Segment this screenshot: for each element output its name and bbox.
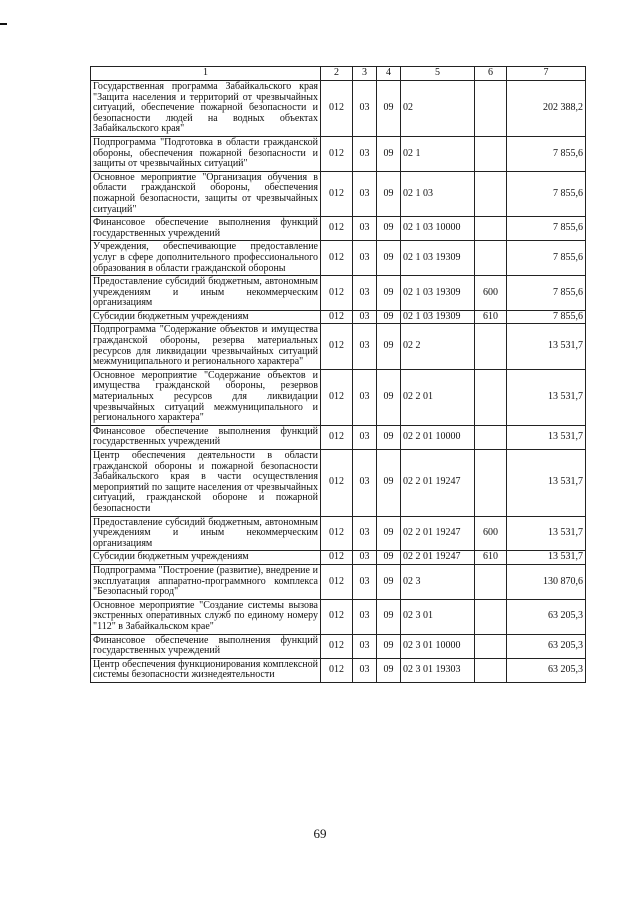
target-article-cell: 02 2 01 19247 [401, 551, 475, 565]
row-name-cell: Учреждения, обеспечивающие предоставление услуг в сфере дополнительного профессионального образования в области гражданской обороны [91, 241, 321, 276]
table-row [91, 516, 586, 551]
section-code-cell: 03 [353, 450, 377, 517]
table-row [91, 599, 586, 634]
target-article-cell: 02 1 03 10000 [401, 217, 475, 241]
header-col-2: 2 [321, 67, 353, 81]
header-col-5: 5 [401, 67, 475, 81]
header-col-3: 3 [353, 67, 377, 81]
expense-type-cell [475, 599, 507, 634]
header-col-6: 6 [475, 67, 507, 81]
target-article-cell: 02 3 01 [401, 599, 475, 634]
header-col-4: 4 [377, 67, 401, 81]
target-article-cell: 02 2 01 [401, 369, 475, 425]
subsection-code-cell: 09 [377, 516, 401, 551]
ministry-code-cell: 012 [321, 634, 353, 658]
table-row [91, 369, 586, 425]
expense-type-cell [475, 136, 507, 171]
amount-cell: 13 531,7 [507, 324, 586, 369]
subsection-code-cell: 09 [377, 241, 401, 276]
table-row [91, 217, 586, 241]
ministry-code-cell: 012 [321, 81, 353, 137]
row-name-cell: Предоставление субсидий бюджетным, автономным учреждениям и иным некоммерческим организациям [91, 516, 321, 551]
ministry-code-cell: 012 [321, 171, 353, 216]
ministry-code-cell: 012 [321, 369, 353, 425]
section-code-cell: 03 [353, 599, 377, 634]
target-article-cell: 02 1 03 19309 [401, 310, 475, 324]
row-name-cell: Основное мероприятие "Содержание объектов и имущества гражданской обороны, резервов материальных ресурсов для ликвидации чрезвычайных ситуаций межмуниципального и регионального характера" [91, 369, 321, 425]
table-row [91, 276, 586, 311]
target-article-cell: 02 1 [401, 136, 475, 171]
subsection-code-cell: 09 [377, 450, 401, 517]
ministry-code-cell: 012 [321, 310, 353, 324]
expense-type-cell [475, 564, 507, 599]
ministry-code-cell: 012 [321, 551, 353, 565]
row-name-cell: Основное мероприятие "Организация обучения в области гражданской обороны, обеспечения пожарной безопасности, защиты от чрезвычайных ситуаций" [91, 171, 321, 216]
target-article-cell: 02 1 03 19309 [401, 241, 475, 276]
subsection-code-cell: 09 [377, 276, 401, 311]
subsection-code-cell: 09 [377, 136, 401, 171]
subsection-code-cell: 09 [377, 324, 401, 369]
row-name-cell: Финансовое обеспечение выполнения функций государственных учреждений [91, 425, 321, 449]
table-row [91, 425, 586, 449]
ministry-code-cell: 012 [321, 516, 353, 551]
table-header-row [91, 67, 586, 81]
expense-type-cell [475, 324, 507, 369]
section-code-cell: 03 [353, 658, 377, 682]
table-row [91, 324, 586, 369]
section-code-cell: 03 [353, 136, 377, 171]
target-article-cell: 02 3 [401, 564, 475, 599]
row-name-cell: Основное мероприятие "Создание системы вызова экстренных оперативных служб по единому номеру "112" в Забайкальском крае" [91, 599, 321, 634]
row-name-cell: Субсидии бюджетным учреждениям [91, 310, 321, 324]
subsection-code-cell: 09 [377, 369, 401, 425]
amount-cell: 63 205,3 [507, 658, 586, 682]
expense-type-cell [475, 658, 507, 682]
target-article-cell: 02 1 03 [401, 171, 475, 216]
header-col-1: 1 [91, 67, 321, 81]
row-name-cell: Подпрограмма "Подготовка в области гражданской обороны, обеспечения пожарной безопасности и защиты от чрезвычайных ситуаций" [91, 136, 321, 171]
row-name-cell: Подпрограмма "Содержание объектов и имущества гражданской обороны, резерва материальных ресурсов для ликвидации чрезвычайных ситуаций межмуниципального и регионального характера" [91, 324, 321, 369]
amount-cell: 13 531,7 [507, 551, 586, 565]
ministry-code-cell: 012 [321, 276, 353, 311]
table-row [91, 450, 586, 517]
section-code-cell: 03 [353, 551, 377, 565]
page-number: 69 [313, 826, 327, 841]
row-name-cell: Подпрограмма "Построение (развитие), внедрение и эксплуатация аппаратно-программного комплекса "Безопасный город" [91, 564, 321, 599]
section-code-cell: 03 [353, 634, 377, 658]
section-code-cell: 03 [353, 425, 377, 449]
expense-type-cell: 610 [475, 551, 507, 565]
ministry-code-cell: 012 [321, 217, 353, 241]
section-code-cell: 03 [353, 516, 377, 551]
subsection-code-cell: 09 [377, 634, 401, 658]
ministry-code-cell: 012 [321, 599, 353, 634]
amount-cell: 7 855,6 [507, 276, 586, 311]
amount-cell: 7 855,6 [507, 136, 586, 171]
amount-cell: 7 855,6 [507, 310, 586, 324]
expense-type-cell [475, 241, 507, 276]
subsection-code-cell: 09 [377, 217, 401, 241]
target-article-cell: 02 2 01 10000 [401, 425, 475, 449]
section-code-cell: 03 [353, 81, 377, 137]
section-code-cell: 03 [353, 369, 377, 425]
row-name-cell: Центр обеспечения деятельности в области гражданской обороны и пожарной безопасности Забайкальского края в части осуществления мероприятий по защите населения от чрезвычайных ситуаций, гражданской обороне и пожарной безопасности [91, 450, 321, 517]
subsection-code-cell: 09 [377, 564, 401, 599]
target-article-cell: 02 2 01 19247 [401, 516, 475, 551]
amount-cell: 7 855,6 [507, 241, 586, 276]
expense-type-cell: 600 [475, 516, 507, 551]
subsection-code-cell: 09 [377, 425, 401, 449]
table-row [91, 81, 586, 137]
expense-type-cell [475, 634, 507, 658]
table-row [91, 310, 586, 324]
target-article-cell: 02 3 01 10000 [401, 634, 475, 658]
expense-type-cell [475, 217, 507, 241]
amount-cell: 13 531,7 [507, 369, 586, 425]
amount-cell: 130 870,6 [507, 564, 586, 599]
target-article-cell: 02 3 01 19303 [401, 658, 475, 682]
target-article-cell: 02 2 01 19247 [401, 450, 475, 517]
row-name-cell: Субсидии бюджетным учреждениям [91, 551, 321, 565]
subsection-code-cell: 09 [377, 658, 401, 682]
section-code-cell: 03 [353, 276, 377, 311]
header-col-7: 7 [507, 67, 586, 81]
target-article-cell: 02 [401, 81, 475, 137]
expense-type-cell [475, 171, 507, 216]
subsection-code-cell: 09 [377, 171, 401, 216]
expense-type-cell [475, 369, 507, 425]
edge-mark [0, 23, 7, 25]
table-row [91, 241, 586, 276]
row-name-cell: Финансовое обеспечение выполнения функций государственных учреждений [91, 634, 321, 658]
amount-cell: 63 205,3 [507, 599, 586, 634]
row-name-cell: Центр обеспечения функционирования комплексной системы безопасности жизнедеятельности [91, 658, 321, 682]
expense-type-cell [475, 450, 507, 517]
amount-cell: 13 531,7 [507, 450, 586, 517]
expense-type-cell: 610 [475, 310, 507, 324]
budget-table [90, 66, 586, 683]
table-row [91, 564, 586, 599]
table-row [91, 551, 586, 565]
row-name-cell: Финансовое обеспечение выполнения функций государственных учреждений [91, 217, 321, 241]
section-code-cell: 03 [353, 310, 377, 324]
amount-cell: 202 388,2 [507, 81, 586, 137]
subsection-code-cell: 09 [377, 599, 401, 634]
section-code-cell: 03 [353, 564, 377, 599]
expense-type-cell [475, 425, 507, 449]
amount-cell: 7 855,6 [507, 217, 586, 241]
ministry-code-cell: 012 [321, 564, 353, 599]
ministry-code-cell: 012 [321, 425, 353, 449]
ministry-code-cell: 012 [321, 136, 353, 171]
subsection-code-cell: 09 [377, 551, 401, 565]
section-code-cell: 03 [353, 171, 377, 216]
amount-cell: 13 531,7 [507, 516, 586, 551]
expense-type-cell: 600 [475, 276, 507, 311]
amount-cell: 13 531,7 [507, 425, 586, 449]
table-row [91, 634, 586, 658]
section-code-cell: 03 [353, 217, 377, 241]
table-row [91, 136, 586, 171]
amount-cell: 63 205,3 [507, 634, 586, 658]
row-name-cell: Предоставление субсидий бюджетным, автономным учреждениям и иным некоммерческим организациям [91, 276, 321, 311]
target-article-cell: 02 2 [401, 324, 475, 369]
ministry-code-cell: 012 [321, 324, 353, 369]
table-row [91, 171, 586, 216]
ministry-code-cell: 012 [321, 450, 353, 517]
subsection-code-cell: 09 [377, 81, 401, 137]
subsection-code-cell: 09 [377, 310, 401, 324]
table-row [91, 658, 586, 682]
section-code-cell: 03 [353, 241, 377, 276]
target-article-cell: 02 1 03 19309 [401, 276, 475, 311]
ministry-code-cell: 012 [321, 241, 353, 276]
table-body [91, 81, 586, 683]
ministry-code-cell: 012 [321, 658, 353, 682]
row-name-cell: Государственная программа Забайкальского края "Защита населения и территорий от чрезвычайных ситуаций, обеспечение пожарной безопасности и безопасности людей на водных объектах Забайкальского края" [91, 81, 321, 137]
amount-cell: 7 855,6 [507, 171, 586, 216]
expense-type-cell [475, 81, 507, 137]
section-code-cell: 03 [353, 324, 377, 369]
